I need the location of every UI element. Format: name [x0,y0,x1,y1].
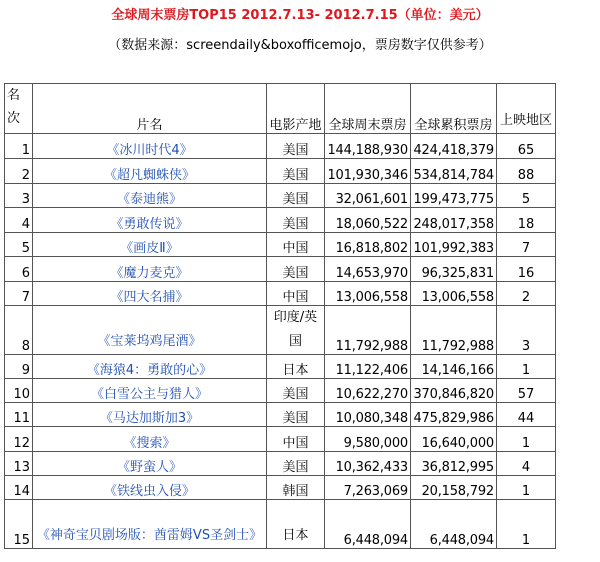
country-cell: 中国 [267,427,325,452]
header-total: 全球累积票房 [411,84,497,134]
table-row [5,476,556,500]
movie-title-link[interactable]: 《铁线虫入侵》 [33,476,267,500]
markets-cell: 44 [497,403,556,427]
rank-cell: 14 [5,476,33,500]
total-gross-cell: 36,812,995 [411,452,497,476]
country-cell: 日本 [267,500,325,549]
movie-title-link[interactable]: 《超凡蜘蛛侠》 [33,159,267,184]
total-gross-cell: 16,640,000 [411,427,497,452]
weekend-gross-cell: 10,622,270 [325,379,411,403]
movie-title-link[interactable]: 《神奇宝贝剧场版：酋雷姆VS圣剑士》 [33,500,267,549]
weekend-gross-cell: 16,818,802 [325,233,411,257]
movie-title-link[interactable]: 《搜索》 [33,427,267,452]
table-row [5,233,556,257]
movie-title-link[interactable]: 《白雪公主与猎人》 [33,379,267,403]
table-row [5,257,556,282]
total-gross-cell: 370,846,820 [411,379,497,403]
total-gross-cell: 14,146,166 [411,355,497,379]
markets-cell: 2 [497,282,556,306]
weekend-gross-cell: 11,792,988 [325,306,411,355]
rank-cell: 5 [5,233,33,257]
markets-cell: 65 [497,134,556,159]
rank-cell: 10 [5,379,33,403]
header-days: 上映地区 [497,84,556,134]
movie-title-link[interactable]: 《野蛮人》 [33,452,267,476]
total-gross-cell: 6,448,094 [411,500,497,549]
movie-title-link[interactable]: 《马达加斯加3》 [33,403,267,427]
rank-cell: 11 [5,403,33,427]
weekend-gross-cell: 11,122,406 [325,355,411,379]
total-gross-cell: 424,418,379 [411,134,497,159]
weekend-gross-cell: 9,580,000 [325,427,411,452]
movie-title-link[interactable]: 《勇敢传说》 [33,208,267,233]
weekend-gross-cell: 14,653,970 [325,257,411,282]
country-cell: 印度/英国 [267,306,325,355]
country-cell: 美国 [267,452,325,476]
table-row [5,208,556,233]
table-header-row [5,84,556,134]
weekend-gross-cell: 18,060,522 [325,208,411,233]
country-cell: 韩国 [267,476,325,500]
rank-cell: 3 [5,184,33,208]
total-gross-cell: 199,473,775 [411,184,497,208]
country-cell: 美国 [267,257,325,282]
country-cell: 美国 [267,403,325,427]
table-row [5,134,556,159]
table-row [5,427,556,452]
total-gross-cell: 13,006,558 [411,282,497,306]
table-row [5,355,556,379]
movie-title-link[interactable]: 《海猿4：勇敢的心》 [33,355,267,379]
header-movie: 片名 [33,84,267,134]
table-row [5,159,556,184]
country-cell: 美国 [267,184,325,208]
header-weekend: 全球周末票房 [325,84,411,134]
rank-cell: 15 [5,500,33,549]
page-subtitle: （数据来源：screendaily&boxofficemojo，票房数字仅供参考） [108,38,492,53]
table-row [5,500,556,549]
table-row [5,282,556,306]
markets-cell: 7 [497,233,556,257]
header-country: 电影产地 [267,84,325,134]
table-row [5,379,556,403]
total-gross-cell: 101,992,383 [411,233,497,257]
total-gross-cell: 96,325,831 [411,257,497,282]
weekend-gross-cell: 7,263,069 [325,476,411,500]
weekend-gross-cell: 6,448,094 [325,500,411,549]
markets-cell: 57 [497,379,556,403]
markets-cell: 1 [497,355,556,379]
rank-cell: 4 [5,208,33,233]
rank-cell: 1 [5,134,33,159]
total-gross-cell: 20,158,792 [411,476,497,500]
rank-cell: 6 [5,257,33,282]
markets-cell: 18 [497,208,556,233]
movie-title-link[interactable]: 《冰川时代4》 [33,134,267,159]
rank-cell: 9 [5,355,33,379]
country-cell: 中国 [267,233,325,257]
movie-title-link[interactable]: 《宝莱坞鸡尾酒》 [33,306,267,355]
table-row [5,403,556,427]
markets-cell: 1 [497,476,556,500]
country-cell: 日本 [267,355,325,379]
page-title: 全球周末票房TOP15 2012.7.13- 2012.7.15（单位：美元） [111,8,489,23]
rank-cell: 12 [5,427,33,452]
movie-title-link[interactable]: 《画皮Ⅱ》 [33,233,267,257]
movie-title-link[interactable]: 《魔力麦克》 [33,257,267,282]
country-cell: 美国 [267,134,325,159]
table-row [5,306,556,355]
total-gross-cell: 475,829,986 [411,403,497,427]
movie-title-link[interactable]: 《四大名捕》 [33,282,267,306]
country-cell: 美国 [267,379,325,403]
header-rank: 名次 [5,84,33,134]
movie-title-link[interactable]: 《泰迪熊》 [33,184,267,208]
rank-cell: 8 [5,306,33,355]
country-cell: 美国 [267,208,325,233]
total-gross-cell: 534,814,784 [411,159,497,184]
rank-cell: 2 [5,159,33,184]
markets-cell: 1 [497,500,556,549]
country-cell: 美国 [267,159,325,184]
table-row [5,184,556,208]
table-row [5,452,556,476]
rank-cell: 7 [5,282,33,306]
markets-cell: 3 [497,306,556,355]
country-cell: 中国 [267,282,325,306]
weekend-gross-cell: 10,362,433 [325,452,411,476]
weekend-gross-cell: 144,188,930 [325,134,411,159]
markets-cell: 4 [497,452,556,476]
markets-cell: 5 [497,184,556,208]
weekend-gross-cell: 13,006,558 [325,282,411,306]
markets-cell: 88 [497,159,556,184]
weekend-gross-cell: 32,061,601 [325,184,411,208]
weekend-gross-cell: 10,080,348 [325,403,411,427]
box-office-table [4,83,556,549]
total-gross-cell: 11,792,988 [411,306,497,355]
total-gross-cell: 248,017,358 [411,208,497,233]
markets-cell: 1 [497,427,556,452]
weekend-gross-cell: 101,930,346 [325,159,411,184]
rank-cell: 13 [5,452,33,476]
markets-cell: 16 [497,257,556,282]
